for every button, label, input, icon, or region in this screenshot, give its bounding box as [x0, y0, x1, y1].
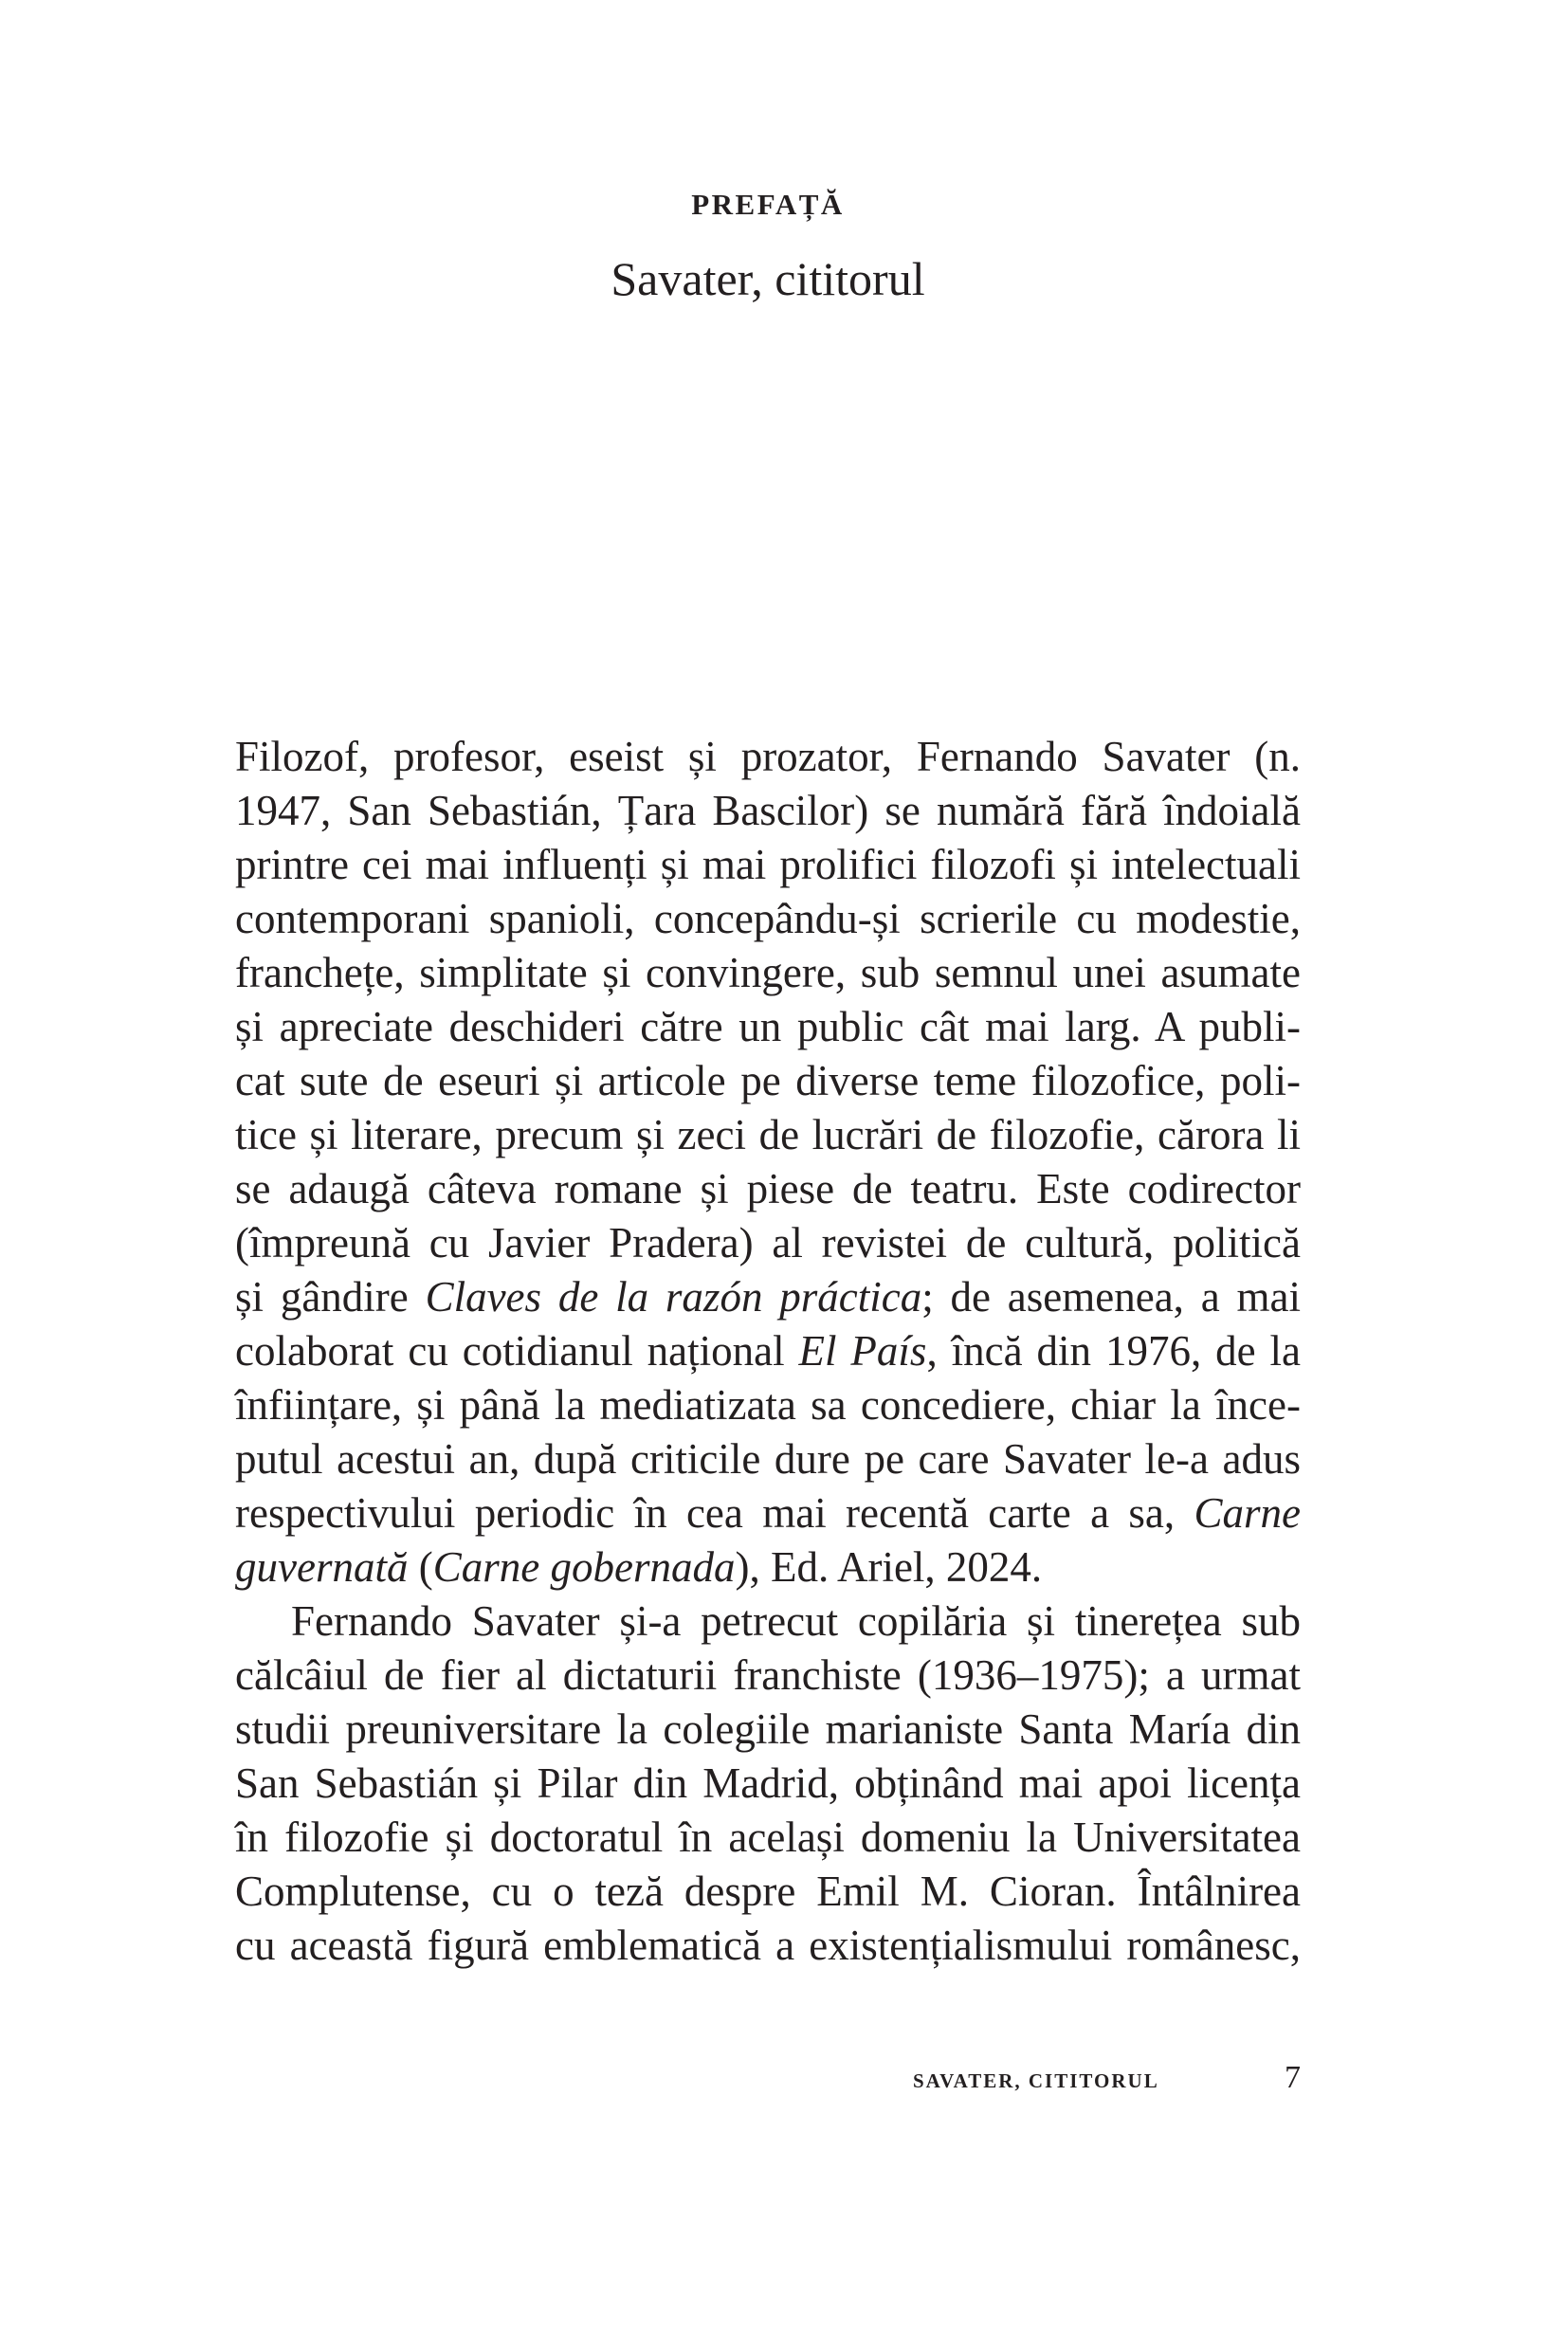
text-line — [235, 1703, 1301, 1757]
text-line — [235, 838, 1301, 892]
text-run: studii preuniversitare la colegiile marianiste Santa María din — [235, 1705, 1301, 1753]
text-run: și gândire — [235, 1273, 426, 1321]
text-line — [235, 1540, 1301, 1595]
text-run: ), Ed. Ariel, 2024. — [735, 1543, 1043, 1591]
text-run: putul acestui an, după criticile dure pe care Savater le-a adus — [235, 1435, 1301, 1483]
paragraph — [235, 730, 1301, 1595]
text-run: colaborat cu cotidianul național — [235, 1327, 799, 1375]
chapter-title: Savater, cititorul — [611, 252, 925, 305]
text-run: San Sebastián și Pilar din Madrid, obținând mai apoi licența — [235, 1759, 1301, 1807]
text-line — [235, 1000, 1301, 1054]
italic-title: Claves de la razón práctica — [425, 1273, 922, 1321]
italic-title: guvernată — [235, 1543, 409, 1591]
text-line — [235, 1054, 1301, 1108]
chapter-label: PREFAȚĂ — [691, 188, 845, 221]
text-line — [235, 1757, 1301, 1811]
text-line — [235, 1811, 1301, 1865]
text-run: contemporani spanioli, concepându-și scrierile cu modestie, — [235, 895, 1301, 942]
italic-title: El País — [798, 1327, 927, 1375]
text-run: Complutense, cu o teză despre Emil M. Cioran. Întâlnirea — [235, 1868, 1301, 1915]
text-run: cat sute de eseuri și articole pe diverse teme filozofice, poli- — [235, 1057, 1301, 1104]
text-line — [235, 1216, 1301, 1270]
text-run: franchețe, simplitate și convingere, sub semnul unei asumate — [235, 949, 1301, 996]
text-run: , încă din 1976, de la — [926, 1327, 1302, 1375]
text-line — [235, 1865, 1301, 1919]
text-line — [235, 1649, 1301, 1703]
text-line — [235, 1432, 1301, 1486]
text-run: respectivului periodic în cea mai recentă carte a sa, — [235, 1489, 1194, 1537]
text-run: și apreciate deschideri către un public cât mai larg. A publi- — [235, 1003, 1301, 1050]
text-run: printre cei mai influenți și mai prolifici filozofi și intelectuali — [235, 841, 1301, 888]
italic-title: Carne gobernada — [432, 1543, 736, 1591]
text-run: Fernando Savater și-a petrecut copilăria și tinerețea sub — [291, 1597, 1301, 1645]
text-run: 1947, San Sebastián, Țara Bascilor) se numără fără îndoială — [235, 787, 1301, 834]
text-line — [235, 1378, 1301, 1432]
text-run: în filozofie și doctoratul în același domeniu la Universitatea — [235, 1813, 1301, 1861]
text-run: (împreună cu Javier Pradera) al revistei de cultură, politică — [235, 1219, 1301, 1267]
italic-title: Carne — [1194, 1489, 1301, 1537]
text-run: călcâiul de fier al dictaturii franchiste (1936–1975); a urmat — [235, 1651, 1301, 1699]
text-line — [235, 1270, 1301, 1324]
text-line — [235, 892, 1301, 946]
text-run: cu această figură emblematică a existențialismului românesc, — [235, 1922, 1301, 1969]
text-run: Filozof, profesor, eseist și prozator, Fernando Savater (n. — [235, 733, 1301, 780]
text-run: se adaugă câteva romane și piese de teatru. Este codirector — [235, 1165, 1301, 1212]
text-line — [235, 1162, 1301, 1216]
text-line — [235, 784, 1301, 838]
text-line — [235, 1108, 1301, 1162]
paragraph — [235, 1595, 1301, 1973]
text-run: tice și literare, precum și zeci de lucrări de filozofie, cărora li — [235, 1111, 1301, 1158]
page-number: 7 — [1285, 2060, 1301, 2095]
text-line — [235, 1324, 1301, 1378]
text-line — [235, 730, 1301, 784]
text-run: ; de asemenea, a mai — [921, 1273, 1301, 1321]
text-line — [235, 1486, 1301, 1540]
text-line — [235, 1595, 1301, 1649]
text-run: înființare, și până la mediatizata sa concediere, chiar la înce- — [235, 1381, 1301, 1429]
running-head: SAVATER, CITITORUL — [913, 2069, 1159, 2092]
body-text — [235, 730, 1301, 1973]
text-run: ( — [408, 1543, 433, 1591]
text-line — [235, 946, 1301, 1000]
text-line — [235, 1919, 1301, 1973]
